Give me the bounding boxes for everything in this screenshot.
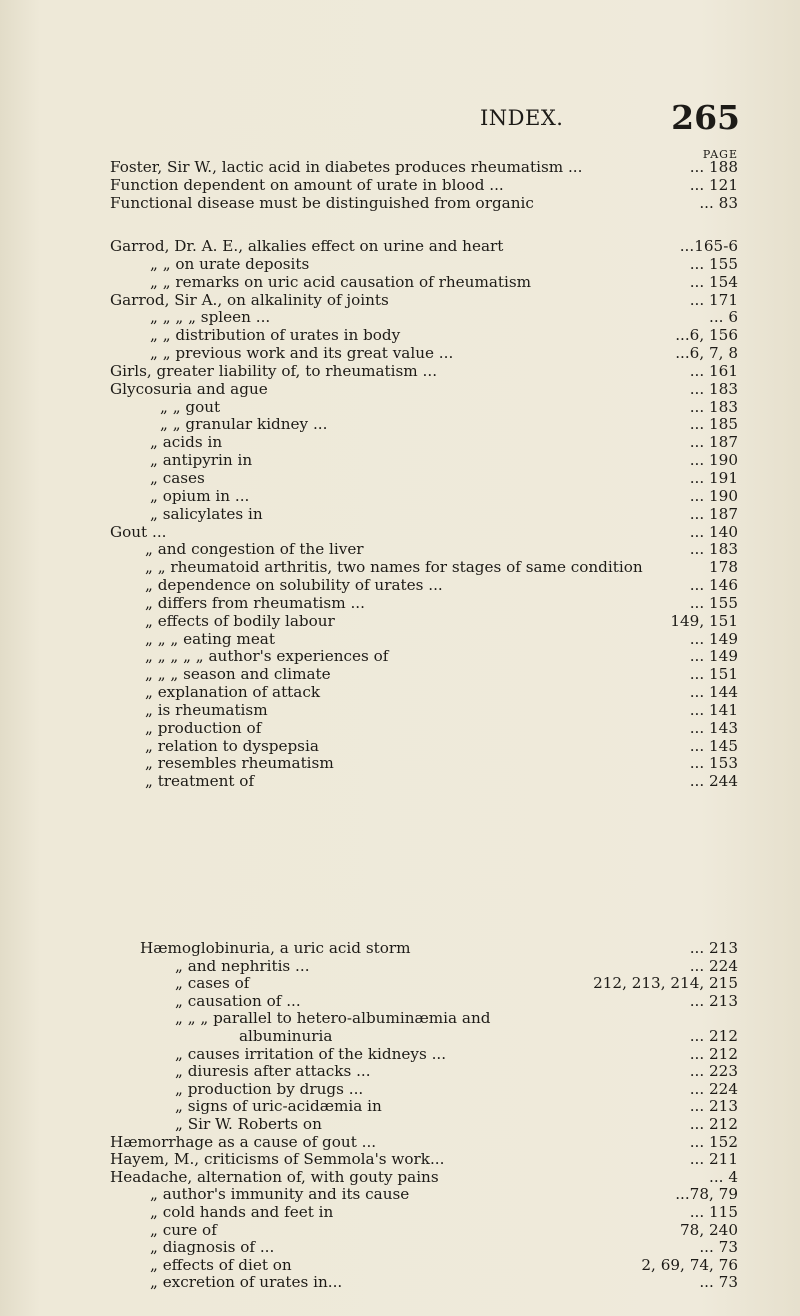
page-number: 265 <box>671 98 740 137</box>
index-entry <box>0 399 800 417</box>
index-entry <box>0 975 800 993</box>
entry-page-ref: ... 145 <box>689 736 738 755</box>
index-entry <box>0 559 800 577</box>
entry-text: „ excretion of urates in... <box>150 1273 343 1292</box>
entry-text: „ cold hands and feet in <box>150 1202 334 1221</box>
entry-page-ref: 212, 213, 214, 215 <box>593 974 738 993</box>
index-entry <box>0 1116 800 1134</box>
entry-text: „ „ previous work and its great value ... <box>150 344 454 363</box>
index-entry <box>0 940 800 958</box>
entry-page-ref: ... 212 <box>689 1026 738 1045</box>
page-column-label: PAGE <box>702 148 738 161</box>
entry-page-ref: ... 224 <box>689 956 738 975</box>
index-entry <box>0 1222 800 1240</box>
entry-text: Glycosuria and ague <box>110 379 268 398</box>
entry-page-ref: ... 190 <box>689 486 738 505</box>
index-entry <box>0 1046 800 1064</box>
page-title: INDEX. <box>480 106 564 130</box>
entry-page-ref: ... 143 <box>689 718 738 737</box>
entry-text: „ „ „ „ spleen ... <box>150 308 271 327</box>
index-section-f <box>0 158 800 212</box>
index-entry <box>0 434 800 452</box>
index-entry <box>0 309 800 327</box>
entry-page-ref: ... 151 <box>689 665 738 684</box>
entry-text: „ causation of ... <box>175 991 301 1010</box>
index-entry <box>0 194 800 212</box>
entry-page-ref: ... 83 <box>699 194 738 212</box>
entry-page-ref: ... 183 <box>689 540 738 559</box>
entry-text: „ „ „ „ „ author's experiences of <box>145 647 389 666</box>
entry-page-ref: ... 183 <box>689 397 738 416</box>
entry-text: „ diagnosis of ... <box>150 1238 275 1257</box>
entry-page-ref: ... 144 <box>689 683 738 702</box>
entry-page-ref: 78, 240 <box>680 1220 738 1239</box>
entry-page-ref: ... 73 <box>699 1238 738 1257</box>
index-entry <box>0 648 800 666</box>
index-entry <box>0 1257 800 1275</box>
entry-text: Hæmorrhage as a cause of gout ... <box>110 1132 377 1151</box>
entry-page-ref: ... 149 <box>689 629 738 648</box>
index-entry <box>0 416 800 434</box>
entry-page-ref: ... 213 <box>689 1097 738 1116</box>
entry-text: „ „ „ season and climate <box>145 665 331 684</box>
entry-text: Foster, Sir W., lactic acid in diabetes produces rheumatism ... <box>110 158 583 176</box>
index-entry <box>0 488 800 506</box>
entry-text: „ differs from rheumatism ... <box>145 593 365 612</box>
entry-text: Garrod, Sir A., on alkalinity of joints <box>110 290 389 309</box>
entry-text: „ and nephritis ... <box>175 956 310 975</box>
entry-page-ref: ... 171 <box>689 290 738 309</box>
entry-text: „ Sir W. Roberts on <box>175 1114 322 1133</box>
entry-text: „ and congestion of the liver <box>145 540 364 559</box>
entry-text: „ is rheumatism <box>145 700 268 719</box>
entry-text: „ „ on urate deposits <box>150 254 310 273</box>
entry-text: „ diuresis after attacks ... <box>175 1062 371 1081</box>
entry-page-ref: ... 183 <box>689 379 738 398</box>
index-entry <box>0 738 800 756</box>
index-entry <box>0 666 800 684</box>
entry-text: Headache, alternation of, with gouty pains <box>110 1167 439 1186</box>
entry-text: „ „ „ parallel to hetero-albuminæmia and <box>175 1009 491 1028</box>
entry-page-ref: ... 155 <box>689 593 738 612</box>
entry-text: „ cases of <box>175 974 250 993</box>
entry-page-ref: ... 211 <box>689 1150 738 1169</box>
entry-text: Function dependent on amount of urate in blood ... <box>110 176 504 194</box>
entry-page-ref: 178 <box>709 558 738 577</box>
entry-text: „ treatment of <box>145 772 255 791</box>
index-entry <box>0 613 800 631</box>
index-entry <box>0 506 800 524</box>
index-entry <box>0 176 800 194</box>
index-entry <box>0 720 800 738</box>
index-entry <box>0 345 800 363</box>
index-entry <box>0 274 800 292</box>
index-entry <box>0 1169 800 1187</box>
entry-text: „ relation to dyspepsia <box>145 736 319 755</box>
index-entry <box>0 958 800 976</box>
index-entry <box>0 256 800 274</box>
index-entry <box>0 452 800 470</box>
index-entry <box>0 470 800 488</box>
entry-text: albuminuria <box>239 1026 333 1045</box>
entry-page-ref: ... 223 <box>689 1062 738 1081</box>
index-entry <box>0 577 800 595</box>
index-entry <box>0 1063 800 1081</box>
index-entry <box>0 1098 800 1116</box>
entry-text: „ opium in ... <box>150 486 250 505</box>
entry-page-ref: ... 212 <box>689 1044 738 1063</box>
entry-text: „ „ gout <box>160 397 221 416</box>
entry-page-ref: ... 185 <box>689 415 738 434</box>
entry-page-ref: ... 244 <box>689 772 738 791</box>
entry-text: „ author's immunity and its cause <box>150 1185 410 1204</box>
index-entry <box>0 1081 800 1099</box>
index-entry <box>0 993 800 1011</box>
entry-text: „ antipyrin in <box>150 451 253 470</box>
entry-text: „ explanation of attack <box>145 683 321 702</box>
entry-text: „ „ granular kidney ... <box>160 415 328 434</box>
index-entry <box>0 1010 800 1028</box>
entry-page-ref: ... 188 <box>689 158 738 176</box>
entry-text: „ effects of diet on <box>150 1255 292 1274</box>
entry-page-ref: ... 213 <box>689 939 738 957</box>
entry-page-ref: ... 121 <box>689 176 738 194</box>
index-entry <box>0 1134 800 1152</box>
entry-page-ref: ... 154 <box>689 272 738 291</box>
index-entry <box>0 1204 800 1222</box>
entry-text: „ „ rheumatoid arthritis, two names for stages of same condition <box>145 558 643 577</box>
entry-text: „ dependence on solubility of urates ... <box>145 576 443 595</box>
entry-page-ref: ...78, 79 <box>675 1185 738 1204</box>
entry-page-ref: 2, 69, 74, 76 <box>641 1255 738 1274</box>
entry-page-ref: ... 153 <box>689 754 738 773</box>
entry-text: „ „ distribution of urates in body <box>150 326 401 345</box>
entry-text: Hayem, M., criticisms of Semmola's work... <box>110 1150 445 1169</box>
index-entry <box>0 755 800 773</box>
entry-page-ref: ... 187 <box>689 433 738 452</box>
index-entry <box>0 684 800 702</box>
entry-text: „ salicylates in <box>150 504 263 523</box>
entry-page-ref: ... 212 <box>689 1114 738 1133</box>
index-entry <box>0 702 800 720</box>
index-entry <box>0 595 800 613</box>
entry-text: Gout ... <box>110 522 167 541</box>
entry-text: „ effects of bodily labour <box>145 611 335 630</box>
entry-page-ref: ...6, 7, 8 <box>675 344 738 363</box>
entry-text: „ acids in <box>150 433 223 452</box>
index-entry <box>0 1186 800 1204</box>
index-entry <box>0 773 800 791</box>
entry-text: Hæmoglobinuria, a uric acid storm <box>140 939 411 957</box>
entry-page-ref: ... 191 <box>689 468 738 487</box>
entry-text: „ „ „ eating meat <box>145 629 275 648</box>
index-section-h <box>0 940 800 1292</box>
entry-page-ref: ... 187 <box>689 504 738 523</box>
entry-text: Functional disease must be distinguished from organic <box>110 194 534 212</box>
index-entry <box>0 363 800 381</box>
index-entry <box>0 381 800 399</box>
entry-page-ref: ... 224 <box>689 1079 738 1098</box>
entry-page-ref: ... 155 <box>689 254 738 273</box>
entry-page-ref: ... 140 <box>689 522 738 541</box>
entry-page-ref: ... 146 <box>689 576 738 595</box>
entry-text: „ cases <box>150 468 205 487</box>
index-entry <box>0 292 800 310</box>
index-entry <box>0 327 800 345</box>
entry-text: „ resembles rheumatism <box>145 754 334 773</box>
entry-page-ref: ... 115 <box>689 1202 738 1221</box>
entry-text: „ production of <box>145 718 262 737</box>
entry-text: „ signs of uric-acidæmia in <box>175 1097 382 1116</box>
index-entry <box>0 1274 800 1292</box>
entry-text: „ production by drugs ... <box>175 1079 364 1098</box>
index-section-g <box>0 238 800 791</box>
entry-page-ref: ... 190 <box>689 451 738 470</box>
entry-page-ref: ...6, 156 <box>675 326 738 345</box>
index-entry <box>0 524 800 542</box>
entry-page-ref: ... 149 <box>689 647 738 666</box>
entry-page-ref: ... 73 <box>699 1273 738 1292</box>
entry-page-ref: ... 152 <box>689 1132 738 1151</box>
entry-page-ref: ... 141 <box>689 700 738 719</box>
entry-page-ref: ... 6 <box>709 308 738 327</box>
entry-text: Girls, greater liability of, to rheumatism ... <box>110 361 438 380</box>
index-entry <box>0 541 800 559</box>
index-entry <box>0 1239 800 1257</box>
entry-page-ref: ... 213 <box>689 991 738 1010</box>
entry-page-ref: ... 161 <box>689 361 738 380</box>
page-header <box>140 96 740 136</box>
index-entry <box>0 1028 800 1046</box>
index-entry <box>0 631 800 649</box>
entry-text: Garrod, Dr. A. E., alkalies effect on urine and heart <box>110 237 504 255</box>
entry-text: „ cure of <box>150 1220 217 1239</box>
index-entry <box>0 158 800 176</box>
entry-page-ref: 149, 151 <box>670 611 738 630</box>
entry-page-ref: ... 4 <box>709 1167 738 1186</box>
entry-text: „ „ remarks on uric acid causation of rheumatism <box>150 272 532 291</box>
index-entry <box>0 1151 800 1169</box>
entry-text: „ causes irritation of the kidneys ... <box>175 1044 447 1063</box>
entry-page-ref: ...165-6 <box>679 237 738 255</box>
index-entry <box>0 238 800 256</box>
